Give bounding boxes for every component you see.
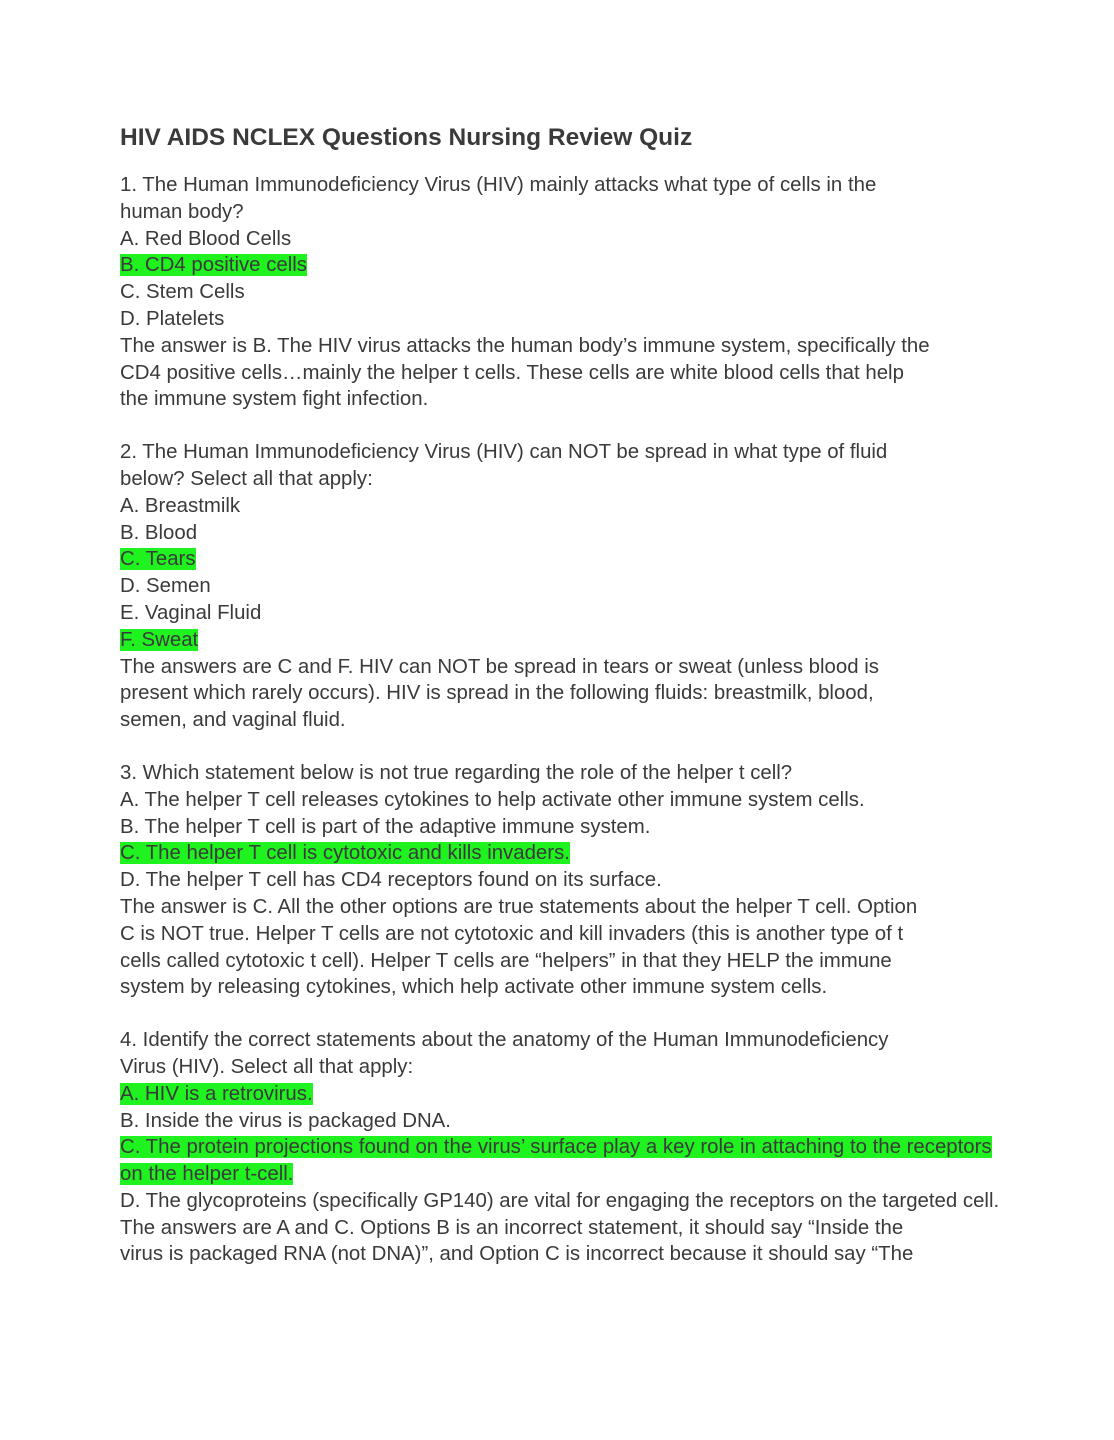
highlighted-option-text: C. Tears [120, 548, 196, 571]
answer-explanation-line: C is NOT true. Helper T cells are not cytotoxic and kill invaders (this is another type of t [120, 922, 904, 945]
question-stem-line: 2. The Human Immunodeficiency Virus (HIV) can NOT be spread in what type of fluid [120, 441, 888, 464]
option-text: A. Red Blood Cells [120, 227, 292, 250]
answer-option [120, 573, 1000, 600]
answer-explanation-line: The answer is B. The HIV virus attacks the human body’s immune system, specifically the [120, 334, 930, 357]
answer-explanation-line: The answers are A and C. Options B is an incorrect statement, it should say “Inside the [120, 1216, 904, 1239]
highlighted-option-text: A. HIV is a retrovirus. [120, 1082, 313, 1105]
document-page [120, 118, 1000, 1294]
option-text: D. The helper T cell has CD4 receptors found on its surface. [120, 869, 662, 892]
answer-option-correct [120, 546, 1000, 573]
option-text: B. Blood [120, 521, 198, 544]
option-text: B. Inside the virus is packaged DNA. [120, 1109, 451, 1132]
highlighted-option-text: B. CD4 positive cells [120, 254, 307, 277]
answer-explanation-line: virus is packaged RNA (not DNA)”, and Option C is incorrect because it should say “The [120, 1243, 914, 1266]
highlighted-option-text: C. The helper T cell is cytotoxic and kills invaders. [120, 842, 570, 865]
answer-option [120, 814, 1000, 841]
question-3 [120, 760, 1000, 1001]
answer-explanation-line: CD4 positive cells…mainly the helper t cells. These cells are white blood cells that help [120, 361, 904, 384]
answer-explanation-line: semen, and vaginal fluid. [120, 709, 346, 732]
answer-explanation-line: The answers are C and F. HIV can NOT be spread in tears or sweat (unless blood is [120, 655, 879, 678]
answer-explanation-line: The answer is C. All the other options are true statements about the helper T cell. Option [120, 895, 918, 918]
option-text: E. Vaginal Fluid [120, 601, 262, 624]
question-stem-line: 3. Which statement below is not true regarding the role of the helper t cell? [120, 761, 793, 784]
option-text: A. The helper T cell releases cytokines to help activate other immune system cells. [120, 788, 865, 811]
question-1 [120, 172, 1000, 413]
answer-explanation-line: the immune system fight infection. [120, 388, 429, 411]
answer-option [120, 493, 1000, 520]
answer-option-correct [120, 840, 1000, 867]
highlighted-option-text: F. Sweat [120, 628, 199, 651]
option-text: D. Platelets [120, 307, 225, 330]
answer-option [120, 226, 1000, 253]
answer-option [120, 787, 1000, 814]
answer-option-correct [120, 1134, 1000, 1188]
document-title: HIV AIDS NCLEX Questions Nursing Review Quiz [120, 124, 693, 151]
answer-option [120, 306, 1000, 333]
option-text: C. Stem Cells [120, 281, 245, 304]
option-text: D. Semen [120, 575, 211, 598]
option-text: A. Breastmilk [120, 494, 241, 517]
question-stem-line: human body? [120, 200, 244, 223]
answer-explanation-line: system by releasing cytokines, which help activate other immune system cells. [120, 976, 828, 999]
answer-option [120, 600, 1000, 627]
answer-option [120, 1188, 1000, 1215]
answer-option [120, 1108, 1000, 1135]
answer-option-correct [120, 627, 1000, 654]
answer-option [120, 867, 1000, 894]
answer-option-correct [120, 1081, 1000, 1108]
question-4 [120, 1027, 1000, 1268]
question-stem-line: below? Select all that apply: [120, 467, 373, 490]
highlighted-option-text: C. The protein projections found on the virus’ surface play a key role in attaching to the receptors on the helper t-cell. [120, 1136, 992, 1186]
answer-option [120, 520, 1000, 547]
answer-option [120, 279, 1000, 306]
answer-explanation-line: present which rarely occurs). HIV is spread in the following fluids: breastmilk, blood, [120, 682, 874, 705]
question-stem-line: Virus (HIV). Select all that apply: [120, 1055, 414, 1078]
question-2 [120, 439, 1000, 734]
option-text: B. The helper T cell is part of the adaptive immune system. [120, 815, 651, 838]
option-text: D. The glycoproteins (specifically GP140) are vital for engaging the receptors on the targeted cell. [120, 1189, 1000, 1212]
answer-explanation-line: cells called cytotoxic t cell). Helper T cells are “helpers” in that they HELP the immune [120, 949, 892, 972]
question-stem-line: 1. The Human Immunodeficiency Virus (HIV) mainly attacks what type of cells in the [120, 174, 877, 196]
answer-option-correct [120, 252, 1000, 279]
question-stem-line: 4. Identify the correct statements about the anatomy of the Human Immunodeficiency [120, 1029, 889, 1052]
